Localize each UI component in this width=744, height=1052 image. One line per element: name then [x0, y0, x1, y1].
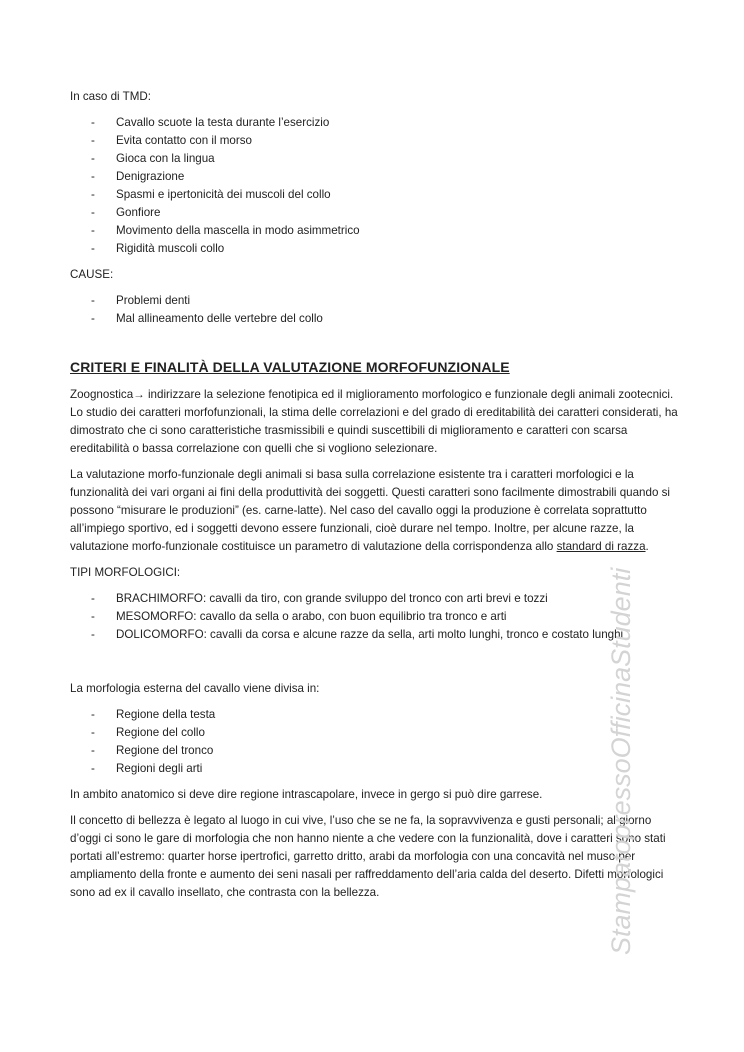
section-heading: CRITERI E FINALITÀ DELLA VALUTAZIONE MORFOFUNZIONALE [70, 359, 510, 375]
tmd-intro: In caso di TMD: [70, 90, 151, 103]
list-item: - Rigidità muscoli collo [70, 240, 678, 258]
morfologia-intro: La morfologia esterna del cavallo viene divisa in: [70, 682, 320, 695]
list-item: - Spasmi e ipertonicità dei muscoli del collo [70, 186, 678, 204]
list-item: - DOLICOMORFO: cavalli da corsa e alcune razze da sella, arti molto lunghi, tronco e costato lunghi [70, 626, 678, 644]
dash-bullet: - [91, 242, 95, 255]
standard-di-razza-link: standard di razza [556, 540, 646, 553]
cause-list [70, 292, 678, 328]
list-item: - Evita contatto con il morso [70, 132, 678, 150]
dash-bullet: - [91, 610, 95, 623]
dash-bullet: - [91, 592, 95, 605]
list-item: - BRACHIMORFO: cavalli da tiro, con grande sviluppo del tronco con arti brevi e tozzi [70, 590, 678, 608]
dash-bullet: - [91, 224, 95, 237]
dash-bullet: - [91, 294, 95, 307]
dash-bullet: - [91, 188, 95, 201]
tmd-list [70, 114, 678, 258]
dash-bullet: - [91, 116, 95, 129]
paragraph-valutazione: La valutazione morfo-funzionale degli animali si basa sulla correlazione esistente tra i caratteri morfologici e la funzionalità dei vari organi ai fini della produttività dei soggetti. Questi caratteri sono facilmente dimostrabili quando si possono “misurare le produzioni” (es. carne-latte). Nel caso del cavallo oggi la produzione è correlata soprattutto all’impiego sportivo, ed i soggetti devono essere funzionali, cioè durare nel tempo. Inoltre, per alcune razze, la valutazione morfo-funzionale costituisce un parametro di valutazione della corrispondenza allo standard di razza. [70, 468, 670, 553]
list-item: - Regione del tronco [70, 742, 678, 760]
dash-bullet: - [91, 744, 95, 757]
dash-bullet: - [91, 134, 95, 147]
cause-label: CAUSE: [70, 268, 114, 281]
list-item: - Cavallo scuote la testa durante l’esercizio [70, 114, 678, 132]
paragraph-bellezza: Il concetto di bellezza è legato al luogo in cui vive, l’uso che se ne fa, la sopravvivenza e gusti personali; al giorno d’oggi ci sono le gare di morfologia che non hanno niente a che vedere con la funzionalità, dove i caratteri sono stati portati all’estremo: quarter horse ipertrofici, garretto dritto, arabi da morfologia con una concavità nel muso per ampliamento della fronte e aumento dei seni nasali per raffreddamento dell’aria calda del deserto. Difetti morfologici sono ad ex il cavallo insellato, che contrasta con la bellezza. [70, 814, 666, 899]
list-item: - Denigrazione [70, 168, 678, 186]
dash-bullet: - [91, 708, 95, 721]
dash-bullet: - [91, 170, 95, 183]
tipi-list [70, 590, 678, 644]
dash-bullet: - [91, 726, 95, 739]
list-item: - Problemi denti [70, 292, 678, 310]
tipi-label: TIPI MORFOLOGICI: [70, 566, 181, 579]
list-item: - Regione della testa [70, 706, 678, 724]
list-item: - Regione del collo [70, 724, 678, 742]
list-item: - MESOMORFO: cavallo da sella o arabo, con buon equilibrio tra tronco e arti [70, 608, 678, 626]
dash-bullet: - [91, 152, 95, 165]
list-item: - Mal allineamento delle vertebre del collo [70, 310, 678, 328]
dash-bullet: - [91, 312, 95, 325]
dash-bullet: - [91, 206, 95, 219]
regioni-list [70, 706, 678, 778]
paragraph-ambito: In ambito anatomico si deve dire regione intrascapolare, invece in gergo si può dire garrese. [70, 788, 543, 801]
watermark: StampatopressoOfficinaStudenti [606, 567, 636, 955]
list-item: - Movimento della mascella in modo asimmetrico [70, 222, 678, 240]
list-item: - Regioni degli arti [70, 760, 678, 778]
dash-bullet: - [91, 762, 95, 775]
list-item: - Gonfiore [70, 204, 678, 222]
document-page [70, 88, 678, 910]
paragraph-zoognostica: Zoognostica→ indirizzare la selezione fenotipica ed il miglioramento morfologico e funzionale degli animali zootecnici. Lo studio dei caratteri morfofunzionali, la stima delle correlazioni e del grado di ereditabilità dei caratteri considerati, ha dimostrato che ci sono caratteristiche trasmissibili e quindi suscettibili di miglioramento e caratteri con scarsa ereditabilità o bassa correlazione con quelli che si vogliono selezionare. [70, 388, 678, 455]
spacer [70, 652, 678, 680]
list-item: - Gioca con la lingua [70, 150, 678, 168]
dash-bullet: - [91, 628, 95, 641]
